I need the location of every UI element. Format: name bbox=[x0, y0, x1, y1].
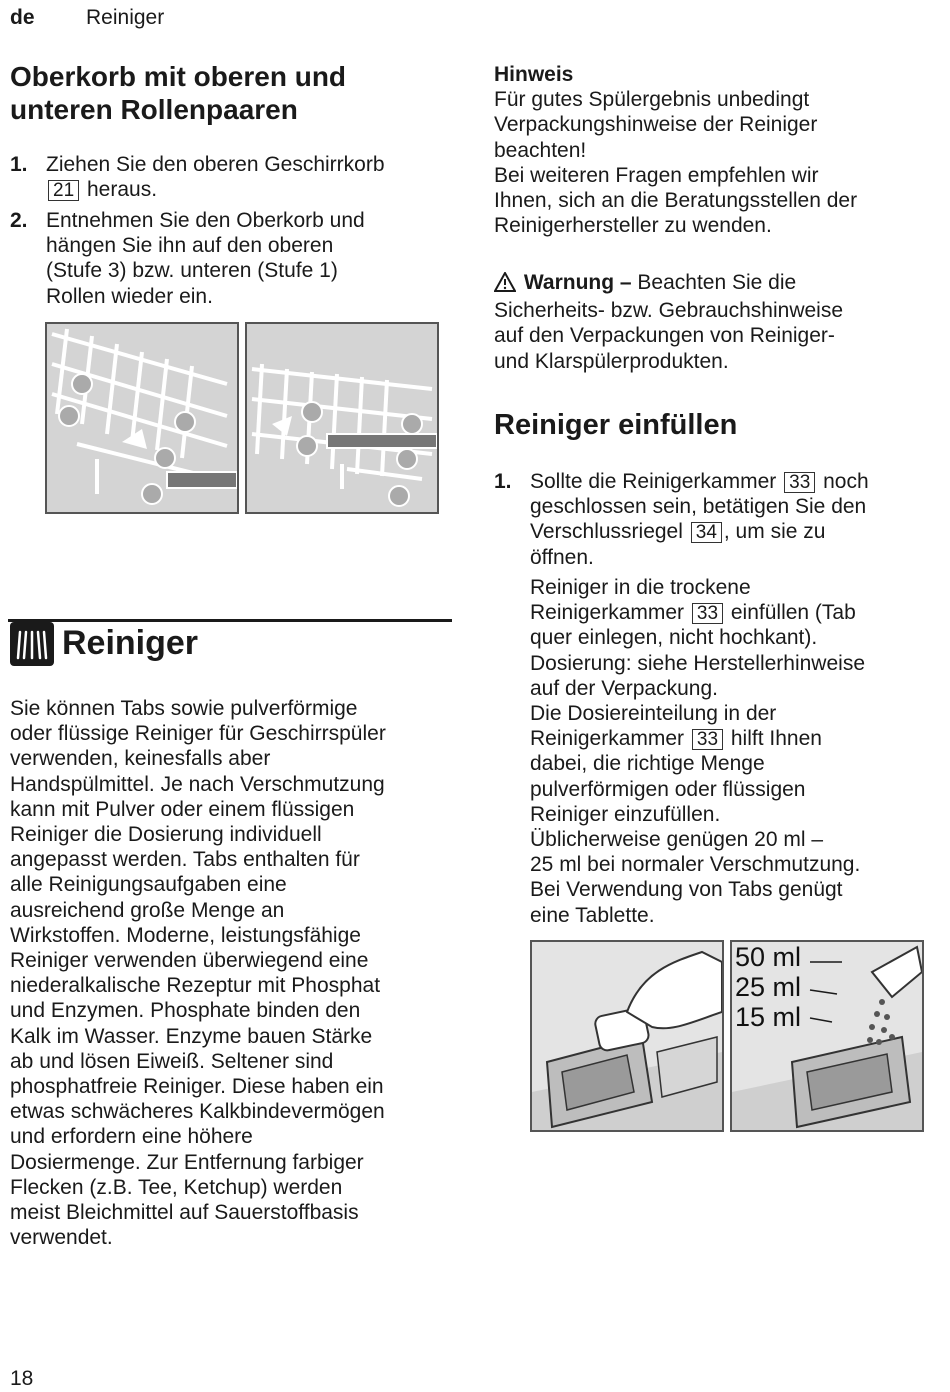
reference-number: 33 bbox=[692, 729, 723, 750]
oberkorb-step-1 bbox=[10, 152, 450, 204]
step-text bbox=[46, 152, 385, 202]
dosage-label-25: 25 ml bbox=[735, 972, 802, 1002]
paragraph-line: Flecken (z.B. Tee, Ketchup) werden bbox=[10, 1175, 343, 1199]
paragraph-line: verwenden, keinesfalls aber bbox=[10, 747, 271, 771]
paragraph-line: Reinigerkammer bbox=[530, 601, 685, 625]
paragraph-line: phosphatfreie Reiniger. Diese haben ein bbox=[10, 1075, 384, 1099]
reiniger-heading: Reiniger bbox=[62, 624, 199, 662]
einfuellen-title: Reiniger einfüllen bbox=[494, 409, 738, 441]
paragraph-line: pulverförmigen oder flüssigen bbox=[530, 777, 806, 801]
paragraph-line: kann mit Pulver oder einem flüssigen bbox=[10, 797, 355, 821]
warning-icon bbox=[494, 272, 518, 298]
paragraph-line: Reiniger verwenden überwiegend eine bbox=[10, 949, 369, 973]
step-line: heraus. bbox=[86, 178, 158, 202]
language-code: de bbox=[10, 6, 35, 29]
step-number: 1. bbox=[494, 470, 512, 493]
paragraph-line: Sie können Tabs sowie pulverförmige bbox=[10, 697, 358, 720]
reference-number: 33 bbox=[692, 603, 723, 624]
reference-number: 21 bbox=[48, 180, 79, 201]
oberkorb-title-line1: Oberkorb mit oberen und bbox=[10, 61, 347, 92]
paragraph-line: etwas schwächeres Kalkbindevermögen bbox=[10, 1100, 385, 1124]
running-header: Reiniger bbox=[86, 6, 165, 29]
paragraph-line: einfüllen (Tab bbox=[730, 601, 856, 625]
step-line: noch bbox=[823, 470, 869, 493]
dosage-label-50: 50 ml bbox=[735, 942, 802, 972]
paragraph-line: meist Bleichmittel auf Sauerstoffbasis bbox=[10, 1201, 359, 1225]
oberkorb-section bbox=[10, 60, 346, 126]
paragraph-line: angepasst werden. Tabs enthalten für bbox=[10, 848, 360, 872]
step-line: (Stufe 3) bzw. unteren (Stufe 1) bbox=[46, 259, 338, 283]
paragraph-line: ausreichend große Menge an bbox=[10, 898, 285, 922]
paragraph-line: oder flüssige Reiniger für Geschirrspüler bbox=[10, 722, 386, 746]
basket-illustration-upper bbox=[45, 322, 239, 514]
step-line: , um sie zu bbox=[723, 520, 826, 544]
warnung-line: und Klarspülerprodukten. bbox=[494, 349, 729, 373]
hinweis-box bbox=[494, 62, 934, 238]
reiniger-paragraph bbox=[10, 696, 450, 1250]
step-line: öffnen. bbox=[530, 545, 594, 569]
paragraph-line: auf der Verpackung. bbox=[530, 676, 718, 700]
warnung-box bbox=[494, 270, 934, 374]
paragraph-line: eine Tablette. bbox=[530, 903, 655, 927]
tab-insertion-drawing bbox=[532, 942, 722, 1130]
paragraph-line: Reinigerkammer bbox=[530, 727, 685, 751]
oberkorb-title bbox=[10, 60, 346, 126]
paragraph-line: 25 ml bei normaler Verschmutzung. bbox=[530, 853, 861, 877]
warnung-line: Beachten Sie die bbox=[631, 271, 797, 294]
warnung-line: auf den Verpackungen von Reiniger- bbox=[494, 324, 835, 348]
hinweis-line: Für gutes Spülergebnis unbedingt bbox=[494, 88, 810, 112]
hinweis-line: Reinigerhersteller zu wenden. bbox=[494, 214, 772, 238]
basket-drawing bbox=[47, 324, 237, 512]
paragraph-line: dabei, die richtige Menge bbox=[530, 752, 765, 776]
paragraph-line: Kalk im Wasser. Enzyme bauen Stärke bbox=[10, 1024, 373, 1048]
tab-insertion-illustration bbox=[530, 940, 724, 1132]
paragraph-line: Dosierung: siehe Herstellerhinweise bbox=[530, 651, 865, 675]
paragraph-line: und Enzymen. Phosphate binden den bbox=[10, 999, 361, 1023]
paragraph-line: Üblicherweise genügen 20 ml – bbox=[530, 828, 824, 852]
step-text bbox=[46, 208, 365, 309]
detergent-icon-graphic bbox=[10, 622, 54, 666]
paragraph-line: Reiniger die Dosierung individuell bbox=[10, 823, 322, 847]
paragraph-line: Die Dosiereinteilung in der bbox=[530, 702, 777, 726]
reference-number: 33 bbox=[784, 472, 815, 493]
paragraph-line: alle Reinigungsaufgaben eine bbox=[10, 873, 287, 897]
oberkorb-title-line2: unteren Rollenpaaren bbox=[10, 94, 298, 125]
hinweis-line: Ihnen, sich an die Beratungsstellen der bbox=[494, 189, 858, 213]
paragraph-line: quer einlegen, nicht hochkant). bbox=[530, 626, 818, 650]
paragraph-line: verwendet. bbox=[10, 1226, 113, 1250]
paragraph-line: ab und lösen Eiweiß. Seltener sind bbox=[10, 1049, 334, 1073]
warnung-label: Warnung – bbox=[523, 271, 632, 294]
powder-dosing-illustration bbox=[730, 940, 924, 1132]
paragraph-line: Handspülmittel. Je nach Verschmutzung bbox=[10, 772, 385, 796]
paragraph-line: Reiniger in die trockene bbox=[530, 576, 751, 599]
oberkorb-step-2 bbox=[10, 208, 450, 312]
paragraph-line: hilft Ihnen bbox=[730, 727, 822, 751]
section-divider bbox=[8, 619, 452, 622]
step-text bbox=[530, 469, 869, 570]
step-line: Sollte die Reinigerkammer bbox=[530, 470, 777, 493]
step-line: Entnehmen Sie den Oberkorb und bbox=[46, 209, 365, 232]
hinweis-title: Hinweis bbox=[494, 63, 574, 86]
detergent-icon bbox=[10, 622, 54, 666]
step-line: Rollen wieder ein. bbox=[46, 284, 213, 308]
step-number: 1. bbox=[10, 153, 28, 176]
einfuellen-step-1 bbox=[494, 469, 934, 573]
warning-icon-graphic bbox=[494, 272, 516, 292]
page-number: 18 bbox=[10, 1367, 34, 1390]
dosage-scale bbox=[735, 942, 801, 1032]
paragraph-line: Bei Verwendung von Tabs genügt bbox=[530, 878, 843, 902]
paragraph-line: Wirkstoffen. Moderne, leistungsfähige bbox=[10, 923, 361, 947]
paragraph-line: Dosiermenge. Zur Entfernung farbiger bbox=[10, 1150, 364, 1174]
paragraph-line: Reiniger einzufüllen. bbox=[530, 802, 721, 826]
hinweis-line: Bei weiteren Fragen empfehlen wir bbox=[494, 163, 819, 187]
paragraph-line: und erfordern eine höhere bbox=[10, 1125, 253, 1149]
dosage-label-15: 15 ml bbox=[735, 1002, 802, 1032]
paragraph-line: niederalkalische Rezeptur mit Phosphat bbox=[10, 974, 381, 998]
einfuellen-paragraph bbox=[530, 575, 940, 928]
warnung-line: Sicherheits- bzw. Gebrauchshinweise bbox=[494, 299, 844, 323]
step-line: hängen Sie ihn auf den oberen bbox=[46, 234, 334, 258]
hinweis-line: Verpackungshinweise der Reiniger bbox=[494, 113, 818, 137]
basket-drawing bbox=[247, 324, 437, 512]
basket-illustration-lower bbox=[245, 322, 439, 514]
step-line: Verschlussriegel bbox=[530, 520, 683, 544]
step-line: Ziehen Sie den oberen Geschirrkorb bbox=[46, 153, 385, 176]
reference-number: 34 bbox=[691, 522, 722, 543]
step-line: geschlossen sein, betätigen Sie den bbox=[530, 495, 867, 519]
step-number: 2. bbox=[10, 209, 28, 232]
hinweis-line: beachten! bbox=[494, 138, 587, 162]
